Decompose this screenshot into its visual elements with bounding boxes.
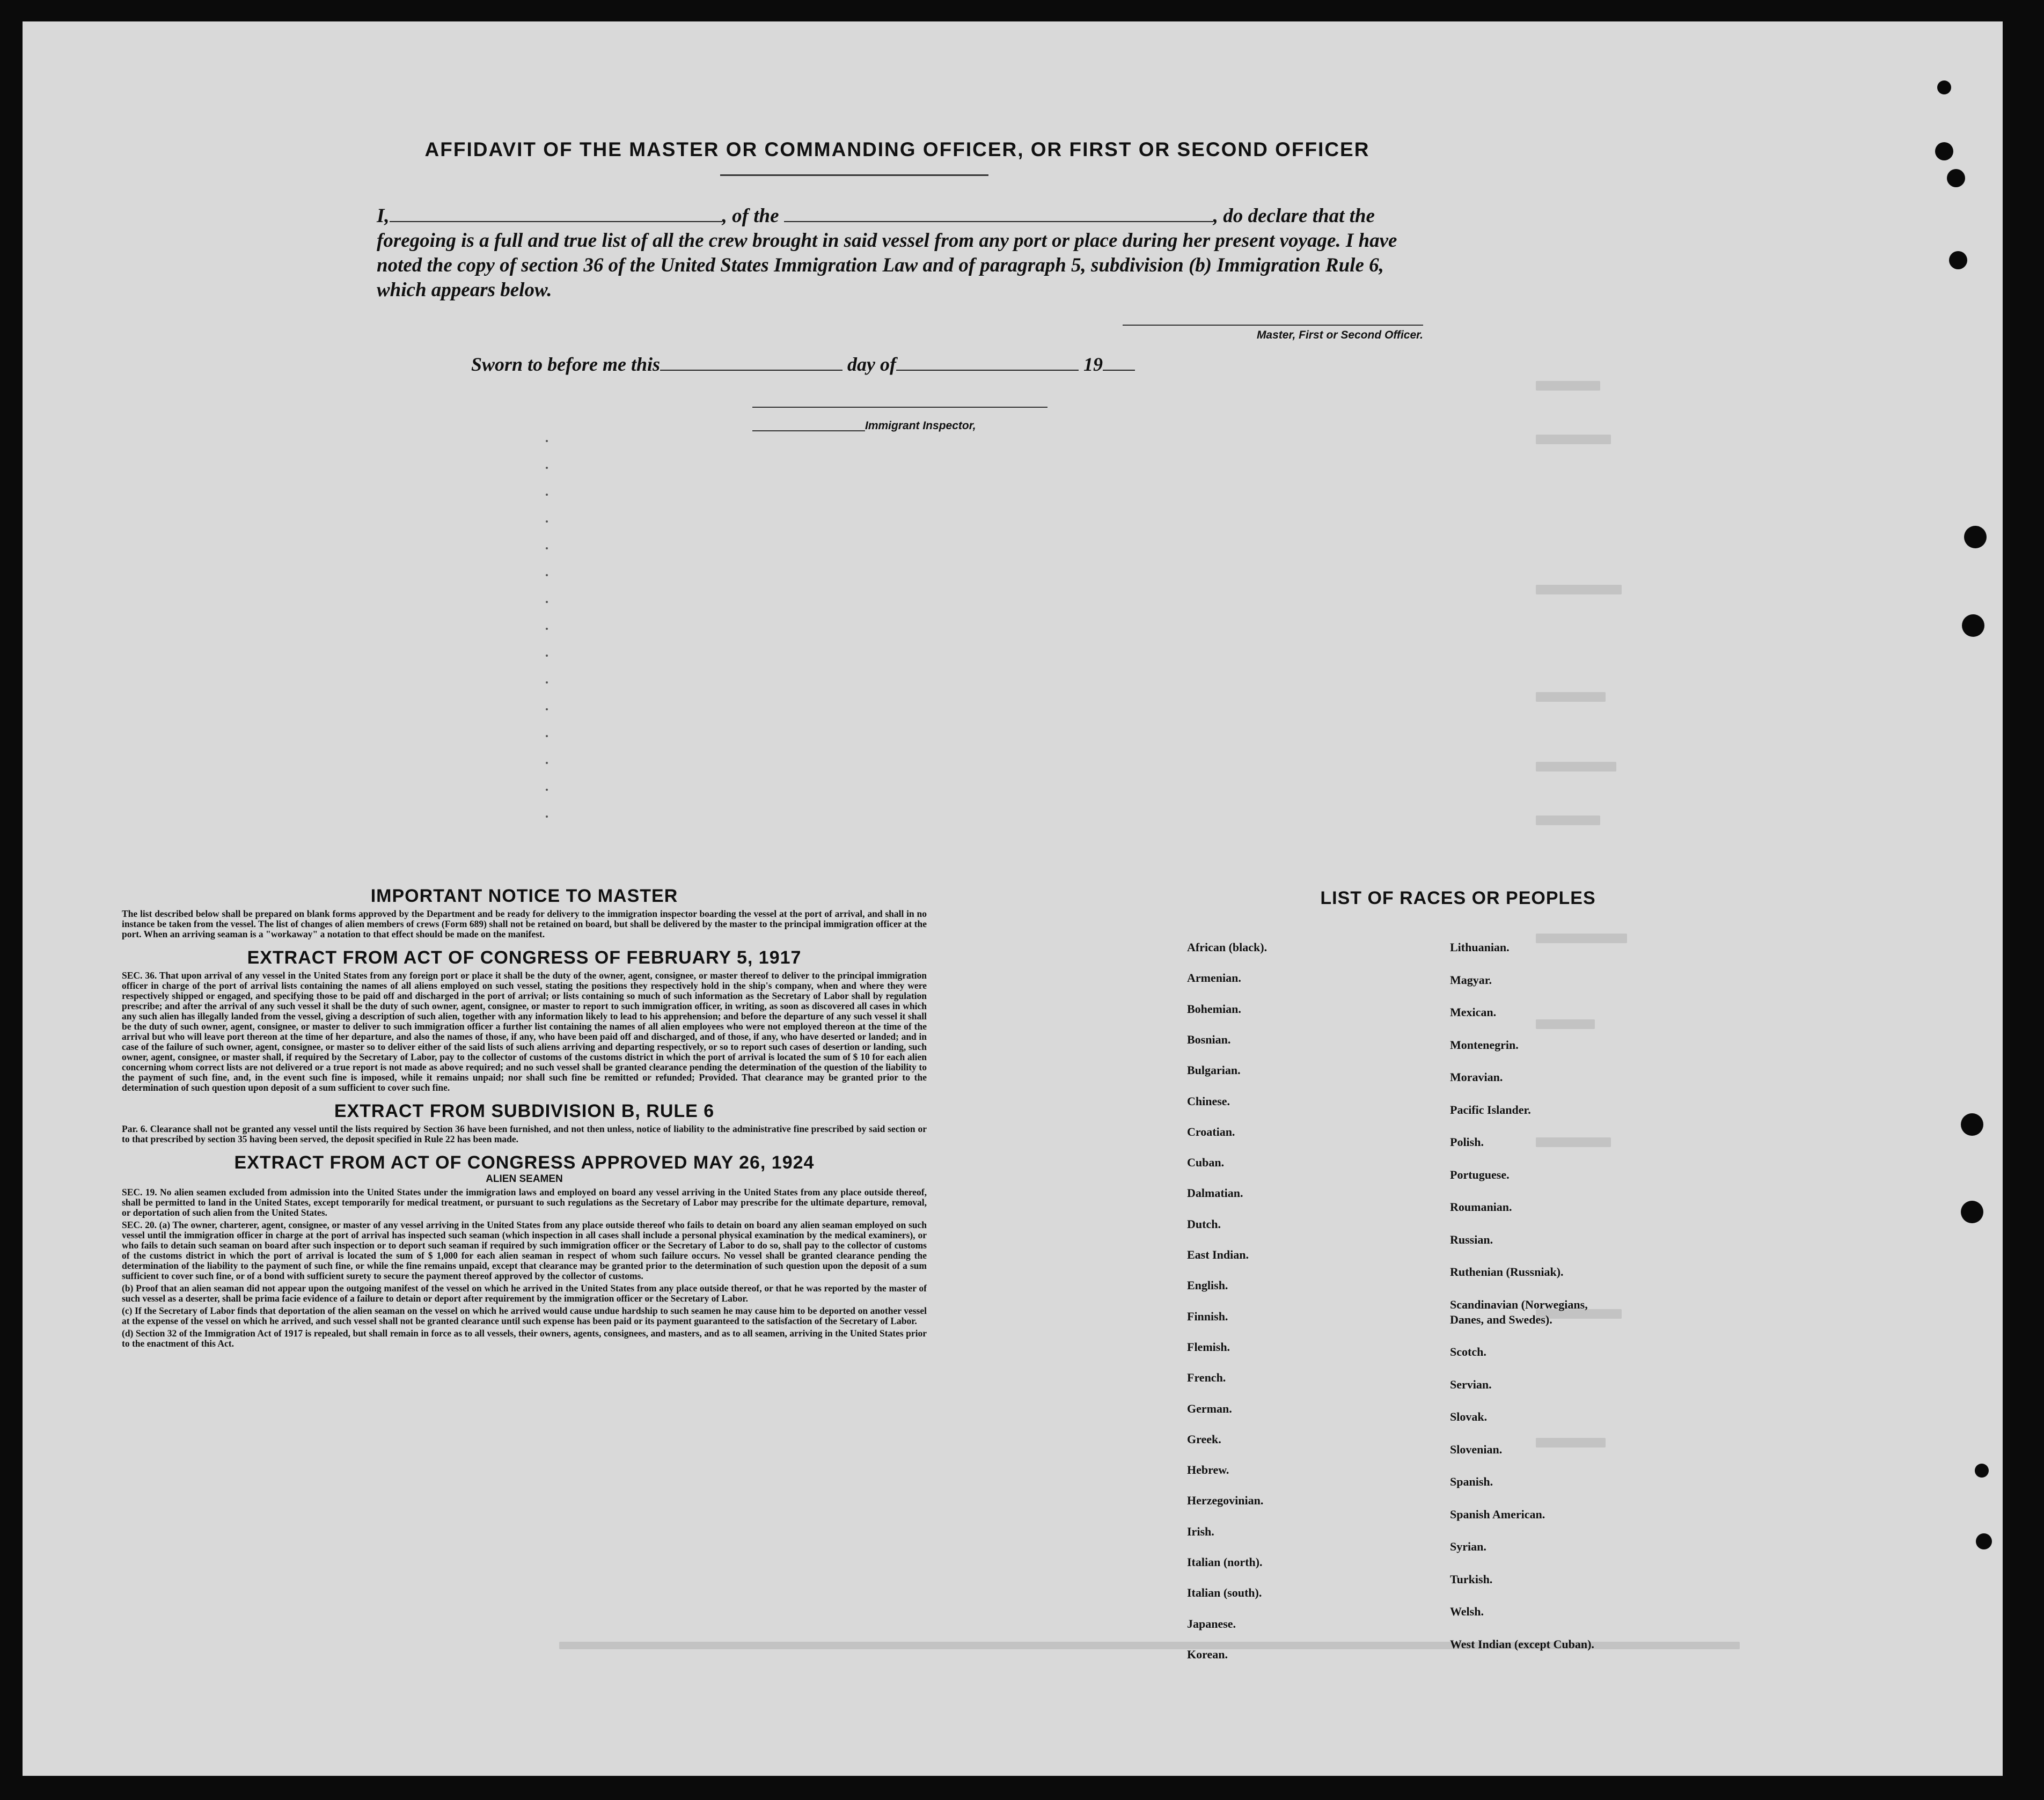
extract-1924-subtitle: ALIEN SEAMEN xyxy=(486,1173,563,1185)
punch-hole xyxy=(1961,1113,1983,1136)
stray-dot xyxy=(546,762,548,764)
signature-line[interactable] xyxy=(1123,325,1423,326)
punch-hole xyxy=(1949,251,1967,269)
race-item: Welsh. xyxy=(1450,1605,1484,1618)
sec20-d-text: (d) Section 32 of the Immigration Act of 1917 is repealed, but shall remain in force as to all vessels, their owners, agents, consignees, and masters, and as to all seamen, arriving in the United States prior to the enactment of this Act. xyxy=(122,1328,927,1349)
stray-dot xyxy=(546,815,548,818)
race-item: Magyar. xyxy=(1450,973,1492,987)
race-item: Dutch. xyxy=(1187,1217,1221,1231)
bleed-through-mark xyxy=(1536,762,1616,772)
race-item: Portuguese. xyxy=(1450,1167,1510,1181)
race-item: African (black). xyxy=(1187,941,1268,954)
race-item: Montenegrin. xyxy=(1450,1038,1519,1052)
punch-hole xyxy=(1947,169,1965,187)
affidavit-of-the: , of the xyxy=(722,205,779,227)
punch-hole xyxy=(1964,526,1987,548)
race-item: Japanese. xyxy=(1187,1617,1236,1630)
race-item: Irish. xyxy=(1187,1524,1214,1538)
signature-caption: Master, First or Second Officer. xyxy=(1256,329,1423,341)
race-item: Bohemian. xyxy=(1187,1002,1241,1016)
sworn-year-prefix: 19 xyxy=(1083,354,1103,375)
notice-title: IMPORTANT NOTICE TO MASTER xyxy=(370,886,678,906)
stray-dot xyxy=(546,628,548,630)
race-item: Syrian. xyxy=(1450,1540,1486,1553)
race-item: Lithuanian. xyxy=(1450,941,1510,954)
sec20-b-text: (b) Proof that an alien seaman did not appear upon the outgoing manifest of the vessel on which he arrived in the United States from any place outside thereof, or that he was reported by the master of such vessel as a deserter, shall be prima facie evidence of a failure to detain or deport after requirement by the immigration officer or the Secretary of Labor. xyxy=(122,1283,927,1304)
sworn-year-blank[interactable] xyxy=(1103,369,1135,371)
bleed-through-mark xyxy=(1536,585,1622,594)
bleed-through-mark xyxy=(1536,1137,1611,1147)
races-title: LIST OF RACES OR PEOPLES xyxy=(1320,888,1596,908)
sec20-c-text: (c) If the Secretary of Labor finds that deportation of the alien seaman on the vessel on which he arrived would cause undue hardship to such seamen he may cause him to be deported on another vessel at the expense of the vessel on which he arrived, and such vessel shall not be granted clearance until such expense has been paid or its payment guaranteed to the satisfaction of the Secretary of Labor. xyxy=(122,1305,927,1326)
bleed-through-mark xyxy=(1536,815,1600,825)
extract-1917-title: EXTRACT FROM ACT OF CONGRESS OF FEBRUARY 5, 1917 xyxy=(247,947,802,968)
race-item: Pacific Islander. xyxy=(1450,1103,1531,1116)
extract-1924-title: EXTRACT FROM ACT OF CONGRESS APPROVED MAY 26, 1924 xyxy=(234,1152,815,1173)
inspector-signature-underline xyxy=(752,430,865,431)
punch-hole xyxy=(1937,80,1951,94)
race-item: Bosnian. xyxy=(1187,1032,1231,1046)
affidavit-do-declare: , do declare xyxy=(1213,205,1308,227)
stray-dot xyxy=(546,547,548,549)
race-item: Slovenian. xyxy=(1450,1442,1503,1456)
sworn-text: Sworn to before me this xyxy=(471,354,661,375)
document-sheet xyxy=(23,21,2003,1776)
affidavit-declaration xyxy=(377,204,1423,303)
race-item: French. xyxy=(1187,1371,1226,1385)
race-item: Servian. xyxy=(1450,1377,1492,1391)
extract-rule6-text: Par. 6. Clearance shall not be granted any vessel until the lists required by Section 36 have been furnished, and not then unless, notice of liability to the administrative fine prescribed by said section or to that prescribed by section 35 having been served, the deposit specified in Rule 22 has been made. xyxy=(122,1123,927,1144)
stray-dot xyxy=(546,601,548,603)
sworn-day-of: day of xyxy=(847,354,897,375)
punch-hole xyxy=(1975,1464,1989,1478)
race-item: English. xyxy=(1187,1279,1228,1292)
race-item: Scandinavian (Norwegians, Danes, and Swedes). xyxy=(1450,1297,1588,1326)
stray-dot xyxy=(546,681,548,684)
race-item: Finnish. xyxy=(1187,1309,1228,1323)
bleed-through-mark xyxy=(1536,435,1611,444)
stray-dot xyxy=(546,655,548,657)
race-item: Spanish. xyxy=(1450,1475,1493,1488)
stray-dot xyxy=(546,789,548,791)
sworn-day-blank[interactable] xyxy=(660,369,842,371)
race-item: Roumanian. xyxy=(1450,1200,1512,1214)
inspector-caption: Immigrant Inspector, xyxy=(865,420,976,432)
race-item: Slovak. xyxy=(1450,1410,1488,1423)
punch-hole xyxy=(1962,614,1984,637)
punch-hole xyxy=(1935,142,1953,160)
bleed-through-mark xyxy=(1536,1438,1606,1448)
affidavit-title: AFFIDAVIT OF THE MASTER OR COMMANDING OFFICER, OR FIRST OR SECOND OFFICER xyxy=(424,138,1370,160)
race-item: Hebrew. xyxy=(1187,1463,1229,1477)
punch-hole xyxy=(1976,1533,1992,1549)
inspector-signature-line[interactable] xyxy=(752,407,1047,408)
race-item: Spanish American. xyxy=(1450,1507,1545,1521)
title-underline xyxy=(720,174,988,176)
sworn-month-blank[interactable] xyxy=(896,369,1079,371)
race-item: Bulgarian. xyxy=(1187,1063,1241,1077)
race-item: Korean. xyxy=(1187,1647,1228,1661)
race-item: Armenian. xyxy=(1187,971,1241,985)
race-item: Russian. xyxy=(1450,1232,1493,1246)
race-item: Moravian. xyxy=(1450,1070,1503,1084)
race-item: Flemish. xyxy=(1187,1340,1230,1354)
bleed-through-mark xyxy=(1536,934,1627,943)
notice-text: The list described below shall be prepared on blank forms approved by the Department and be ready for delivery to the immigration inspector boarding the vessel at the port of arrival, and shall in no instance be taken from the vessel. The list of changes of alien members of crews (Form 689) shall not be retained on board, but shall be delivered by the master to the principal immigration officer at the port. When an arriving seaman is a "workaway" a notation to that effect should be made on the manifest. xyxy=(122,908,927,939)
race-item: Croatian. xyxy=(1187,1125,1235,1138)
bleed-through-mark xyxy=(1536,1019,1595,1029)
race-item: German. xyxy=(1187,1401,1232,1415)
race-item: Cuban. xyxy=(1187,1156,1225,1170)
notice-column xyxy=(122,885,927,1349)
race-item: Dalmatian. xyxy=(1187,1186,1243,1200)
race-item: Mexican. xyxy=(1450,1005,1497,1019)
race-item: Greek. xyxy=(1187,1432,1221,1446)
name-blank-field[interactable] xyxy=(390,221,722,222)
stray-dot xyxy=(546,520,548,523)
race-item: Herzegovinian. xyxy=(1187,1494,1264,1508)
race-item: Italian (south). xyxy=(1187,1586,1262,1600)
sec19-text: SEC. 19. No alien seamen excluded from admission into the United States under the immigration laws and employed on board any vessel arriving in the United States from any place outside thereof, shall be permitted to land in the United States, except temporarily for medical treatment, or pursuant to such regulations as the Secretary of Labor may prescribe for the ultimate departure, removal, or deportation of such alien from the United States. xyxy=(122,1187,927,1218)
punch-hole xyxy=(1961,1201,1983,1223)
race-item: East Indian. xyxy=(1187,1248,1249,1261)
sworn-line xyxy=(471,353,1222,376)
stray-dot xyxy=(546,494,548,496)
race-item: Chinese. xyxy=(1187,1094,1230,1108)
stray-dot xyxy=(546,440,548,442)
race-item: Ruthenian (Russniak). xyxy=(1450,1265,1564,1279)
race-item: Turkish. xyxy=(1450,1572,1493,1586)
stray-dot xyxy=(546,735,548,737)
race-item: Polish. xyxy=(1450,1135,1484,1149)
bleed-through-mark xyxy=(1536,381,1600,391)
stray-dot xyxy=(546,708,548,710)
affidavit-i: I, xyxy=(377,205,390,227)
race-item: Italian (north). xyxy=(1187,1555,1263,1569)
race-item: West Indian (except Cuban). xyxy=(1450,1637,1594,1651)
extract-1917-text: SEC. 36. That upon arrival of any vessel in the United States from any foreign port or place it shall be the duty of the owner, agent, consignee, or master thereof to deliver to the principal immigration officer in charge of the port of arrival lists containing the names of all aliens employed on such vessel, stating the positions they respectively hold in the ship's company, when and where they were respectively shipped or engaged, and specifying those to be paid off and discharged in the port of arrival; or lists containing so much of such information as the Secretary of Labor shall by regulation prescribe; and after the arrival of any such vessel it shall be the duty of such owner, agent, consignee, or master to report to such immigration officer, in writing, as soon as discovered all cases in which any such alien has illegally landed from the vessel, giving a description of such alien, together with any information likely to lead to his apprehension; and before the departure of any such vessel it shall be the duty of such owner, agent, consignee, or master to deliver to such immigration officer a further list containing the names of all alien employees who were not employed thereon at the time of the arrival but who will leave port thereon at the time of her departure, and also the names of those, if any, who have been paid off and discharged, and of those, if any, who have deserted or landed; and in case of the failure of such owner, agent, consignee, or master so to deliver either of the said lists of such aliens arriving and departing respectively, or so to report such cases of desertion or landing, such owner, agent, consignee, or master shall, if required by the Secretary of Labor, pay to the collector of customs of the customs district in which the port of arrival is located the sum of $ 10 for each alien concerning whom correct lists are not delivered or a true report is not made as above required; and no such vessel shall be granted clearance pending the determination of the question of the liability to the payment of such fine, and, in the event such fine is imposed, while it remains unpaid; nor shall such fine be remitted or refunded; Provided. That clearance may be granted prior to the determination of such question upon deposit of a sum sufficient to cover such fine. xyxy=(122,970,927,1093)
extract-rule6-title: EXTRACT FROM SUBDIVISION B, RULE 6 xyxy=(334,1101,715,1121)
vessel-blank-field[interactable] xyxy=(784,221,1213,222)
race-item: Scotch. xyxy=(1450,1345,1486,1358)
stray-dot xyxy=(546,467,548,469)
affidavit-body: that the foregoing is a full and true list of all the crew brought in said vessel from any port or place during her present voyage. I have noted the copy of section 36 of the United States Immigration Law and of paragraph 5, subdivision (b) Immigration Rule 6, which appears below. xyxy=(377,205,1397,301)
bleed-through-mark xyxy=(1536,692,1606,702)
sec20-text: SEC. 20. (a) The owner, charterer, agent, consignee, or master of any vessel arriving in the United States from any place outside thereof who fails to detain on board any alien seaman employed on such vessel until the immigration officer in charge at the port of arrival has inspected such seaman (which inspection in all cases shall include a personal physical examination by the medical examiners), or who fails to detain such seaman on board after such inspection or to deport such seaman if required by such immigration officer or the Secretary of Labor to do so, shall pay to the collector of customs of the customs district in which the port of arrival is located the sum of $ 1,000 for each alien seaman in respect of whom such failure occurs. No vessel shall be granted clearance pending the determination of the liability to the payment of such fine, or while the fine remains unpaid, except that clearance may be granted prior to the determination of such question upon the deposit of a sum sufficient to cover such fine, or of a bond with sufficient surety to secure the payment thereof approved by the collector of customs. xyxy=(122,1219,927,1281)
stray-dot xyxy=(546,574,548,576)
